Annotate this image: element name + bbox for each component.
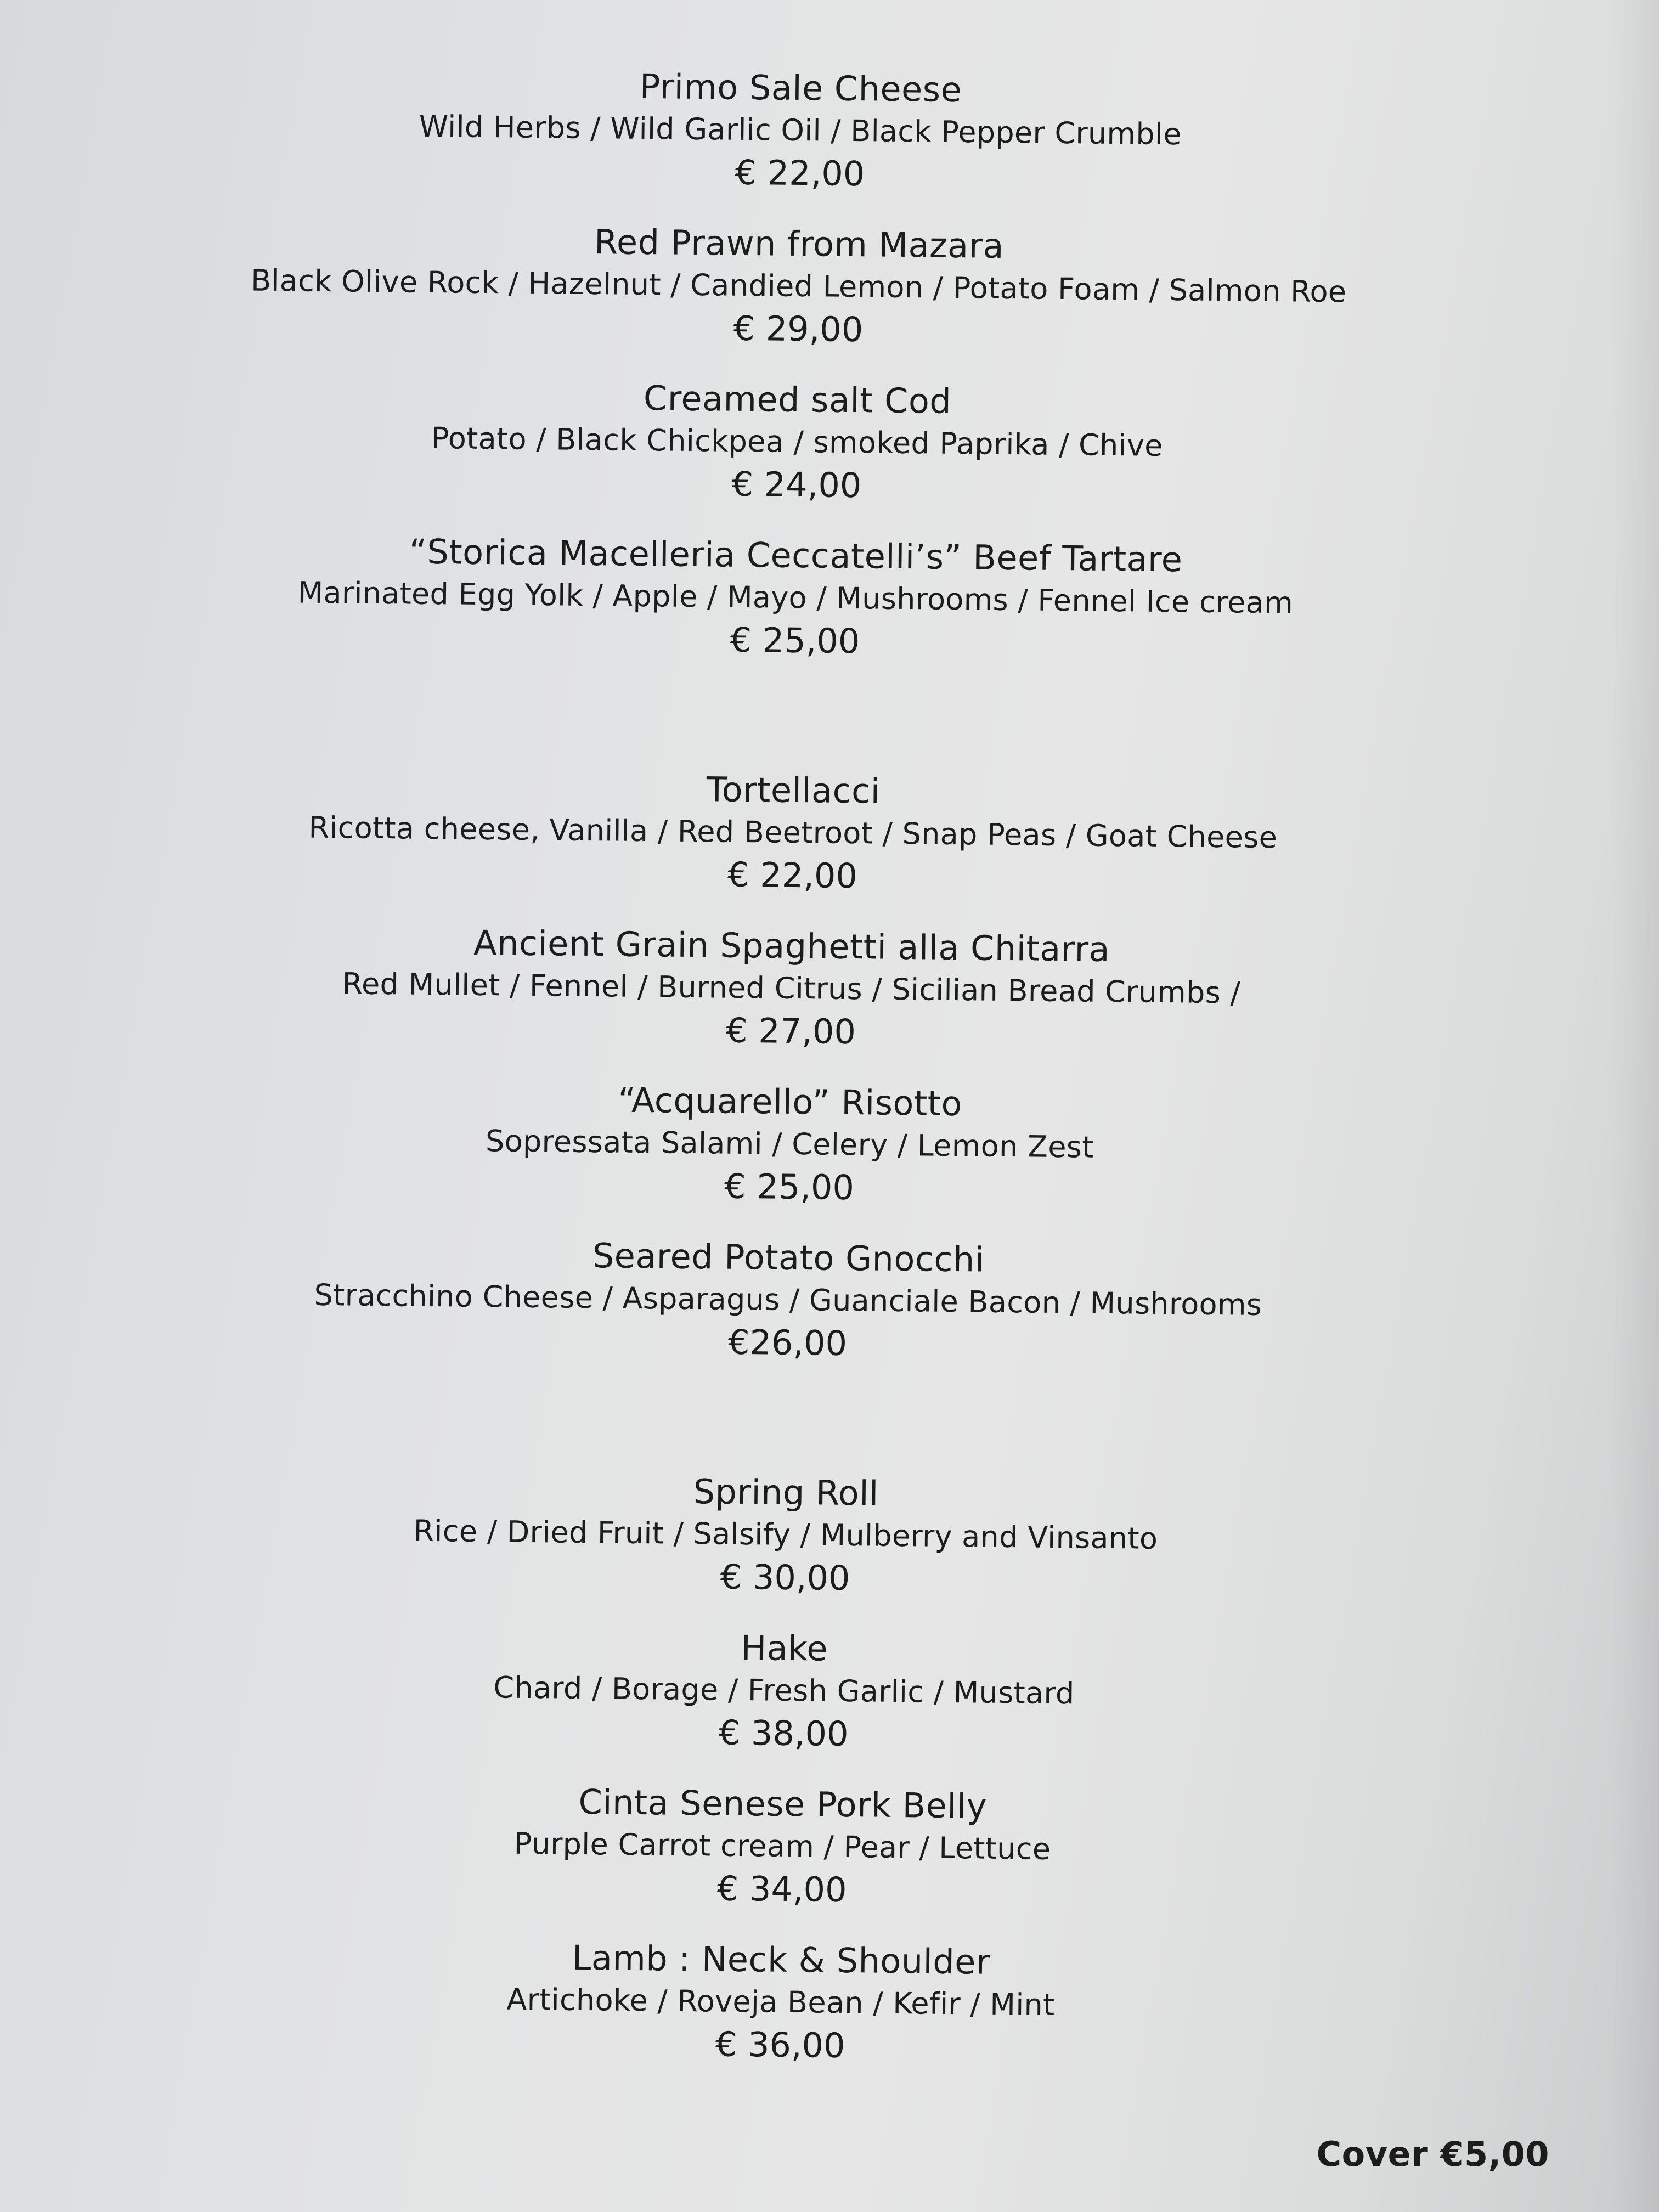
menu-item xyxy=(220,918,1362,1060)
page-edge-shadow xyxy=(1610,0,1659,2212)
dish-price: € 24,00 xyxy=(731,464,862,506)
dish-description: Purple Carrot cream / Pear / Lettuce xyxy=(514,1826,1051,1866)
dish-description: Sopressata Salami / Celery / Lemon Zest xyxy=(485,1124,1094,1165)
dish-name: Creamed salt Cod xyxy=(643,378,952,421)
menu-section-mains xyxy=(210,1464,1357,2074)
menu-item xyxy=(222,762,1364,905)
dish-description: Wild Herbs / Wild Garlic Oil / Black Pepper Crumble xyxy=(419,109,1182,152)
dish-name: Primo Sale Cheese xyxy=(639,66,962,110)
dish-price: € 30,00 xyxy=(720,1556,850,1599)
dish-name: “Storica Macelleria Ceccatelli’s” Beef Tartare xyxy=(409,531,1183,580)
dish-price: € 29,00 xyxy=(733,308,864,350)
dish-name: Cinta Senese Pork Belly xyxy=(578,1781,988,1826)
dish-description: Red Mullet / Fennel / Burned Citrus / Sicilian Bread Crumbs / xyxy=(342,966,1241,1011)
menu-item xyxy=(228,216,1370,358)
dish-price: € 22,00 xyxy=(727,854,858,896)
dish-price: € 34,00 xyxy=(716,1868,847,1910)
menu-item xyxy=(213,1620,1355,1763)
menu-section-pasta xyxy=(217,762,1364,1372)
dish-price: € 25,00 xyxy=(730,619,860,662)
dish-name: Spring Roll xyxy=(693,1471,879,1514)
dish-name: Seared Potato Gnocchi xyxy=(592,1235,985,1280)
menu-section-starters xyxy=(224,60,1372,670)
dish-name: Ancient Grain Spaghetti alla Chitarra xyxy=(473,922,1110,969)
menu-item xyxy=(211,1776,1353,1918)
dish-name: Red Prawn from Mazara xyxy=(594,222,1005,266)
dish-name: Tortellacci xyxy=(706,769,881,811)
dish-price: € 27,00 xyxy=(725,1010,856,1052)
menu-page xyxy=(209,60,1372,2100)
dish-description: Chard / Borage / Fresh Garlic / Mustard xyxy=(493,1670,1075,1711)
menu-item xyxy=(224,527,1367,670)
dish-price: € 36,00 xyxy=(715,2024,845,2066)
menu-item xyxy=(210,1932,1352,2074)
dish-name: “Acquarello” Risotto xyxy=(618,1080,963,1124)
dish-description: Potato / Black Chickpea / smoked Paprika / Chive xyxy=(431,420,1164,463)
dish-price: € 22,00 xyxy=(735,152,865,194)
menu-item xyxy=(218,1074,1361,1216)
menu-item xyxy=(229,60,1372,202)
dish-description: Artichoke / Roveja Bean / Kefir / Mint xyxy=(506,1982,1055,2023)
menu-item xyxy=(215,1464,1357,1607)
menu-item xyxy=(226,371,1368,514)
dish-price: €26,00 xyxy=(727,1322,848,1364)
dish-name: Lamb : Neck & Shoulder xyxy=(572,1937,991,1982)
dish-name: Hake xyxy=(741,1628,828,1669)
cover-charge: Cover €5,00 xyxy=(1316,2134,1549,2174)
dish-description: Black Olive Rock / Hazelnut / Candied Lemon / Potato Foam / Salmon Roe xyxy=(250,263,1347,309)
dish-description: Marinated Egg Yolk / Apple / Mayo / Mushrooms / Fennel Ice cream xyxy=(297,575,1294,620)
dish-price: € 25,00 xyxy=(724,1166,855,1208)
dish-price: € 38,00 xyxy=(718,1712,849,1754)
dish-description: Ricotta cheese, Vanilla / Red Beetroot / Snap Peas / Goat Cheese xyxy=(308,810,1278,855)
menu-item xyxy=(217,1229,1359,1372)
dish-description: Rice / Dried Fruit / Salsify / Mulberry and Vinsanto xyxy=(413,1513,1158,1556)
dish-description: Stracchino Cheese / Asparagus / Guanciale Bacon / Mushrooms xyxy=(314,1277,1262,1322)
